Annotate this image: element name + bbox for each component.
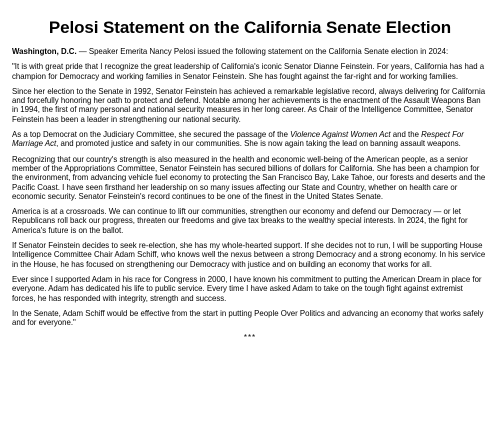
dateline: Washington, D.C. <box>12 47 77 56</box>
statement-paragraph-7: Ever since I supported Adam in his race for Congress in 2000, I have known his commitment to putting the American Dream in place for everyone. Adam has dedicated his life to public service. Every time I have asked Adam to take on the tough fight against extremist forces, he has responded with integrity, strength and success. <box>12 274 482 303</box>
paragraph-3-text-c: , and promoted justice and safety in our communities. She is now again taking the lead on banning assault weapons. <box>56 139 461 149</box>
statement-paragraph-5: America is at a crossroads. We can continue to lift our communities, strengthen our economy and defend our Democracy — or let Republicans roll back our progress, threaten our freedoms and give tax breaks to the wealthy special interests. In 2024, the fight for America's future is on the ballot. <box>12 207 468 235</box>
statement-paragraph-4: Recognizing that our country's strength is also measured in the health and economic well-being of the American people, as a senior member of the Appropriations Committee, Senator Feinstein has secured billions of dollars for California. She has been a champion for the environment, from advancing vehicle fuel economy to protecting the San Francisco Bay, Lake Tahoe, our forests and deserts and the Pacific Coast. I have seen firsthand her leadership on so many issues affecting our State and Country, whether on health care or economic security. Senator Feinstein's record continues to be one of the finest in the United States Senate. <box>12 154 486 201</box>
act-title-violence-against-women: Violence Against Women Act <box>290 130 391 140</box>
statement-paragraph-8: In the Senate, Adam Schiff would be effective from the start in putting People Over Politics and advancing an economy that works safely and for everyone." <box>12 308 484 328</box>
paragraph-3-text-b: and the <box>390 130 422 140</box>
page-title: Pelosi Statement on the California Senate Election <box>48 18 452 37</box>
statement-paragraph-3 <box>12 130 488 149</box>
intro-paragraph <box>12 47 488 56</box>
paragraph-3-text-a: As a top Democrat on the Judiciary Committee, she secured the passage of the <box>12 130 291 140</box>
end-separator: *** <box>243 333 257 343</box>
act-title-respect-for-marriage: Respect For Marriage Act <box>12 130 464 149</box>
statement-paragraph-2: Since her election to the Senate in 1992, Senator Feinstein has achieved a remarkable legislative record, always delivering for California and forcefully honoring her oath to protect and defend. Notable among her achievements is the enactment of the Assault Weapons Ban in 1994, the first of many personal and national security measures in her long career. As Chair of the Intelligence Committee, Senator Feinstein has been a leader in strengthening our national security. <box>12 86 486 124</box>
intro-text: — Speaker Emerita Nancy Pelosi issued the following statement on the California Senate election in 2024: <box>76 47 449 56</box>
statement-paragraph-1: "It is with great pride that I recognize the great leadership of California's iconic Senator Dianne Feinstein. For years, California has had a champion for Democracy and working families in Senator Feinstein. She has fought against the far-right and for working families. <box>12 62 485 81</box>
statement-paragraph-6: If Senator Feinstein decides to seek re-election, she has my whole-hearted support. If she decides not to run, I will be supporting House Intelligence Committee Chair Adam Schiff, who knows well the nexus between a strong Democracy and a strong economy. In his service in the House, he has focused on strengthening our Democracy with justice and on building an economy that works for all. <box>12 241 486 269</box>
